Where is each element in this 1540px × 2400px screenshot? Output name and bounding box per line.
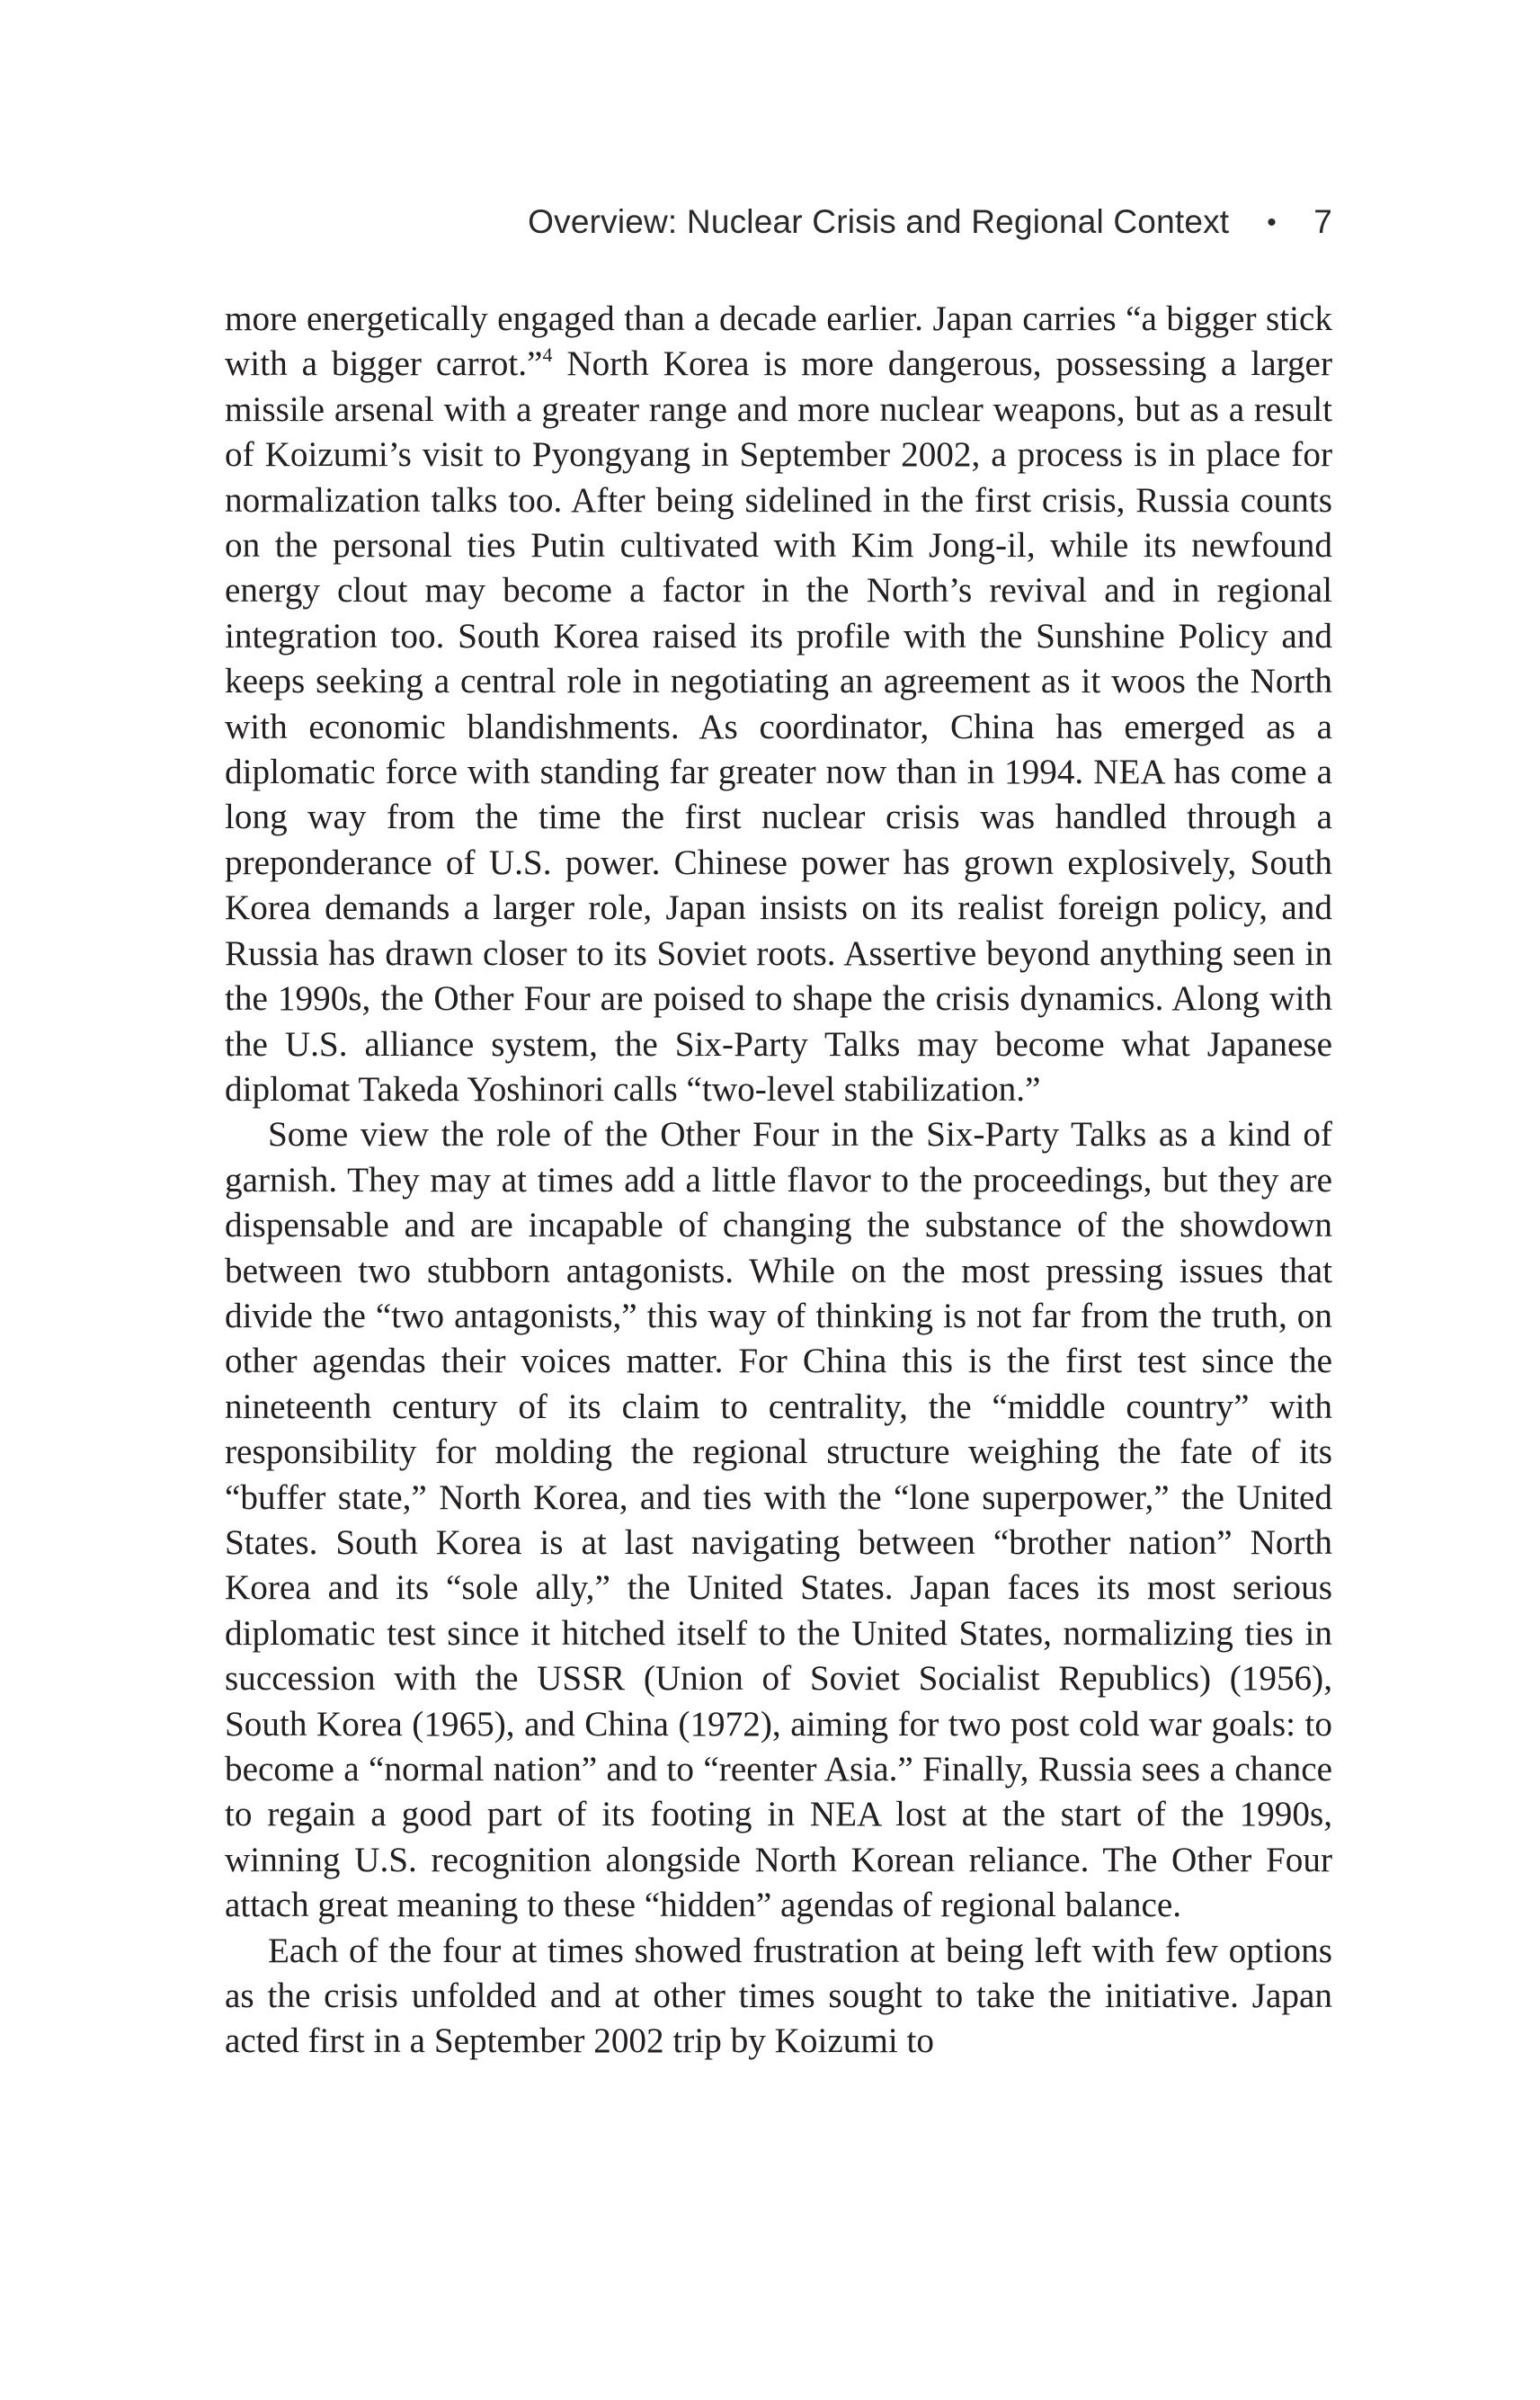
running-head-title: Overview: Nuclear Crisis and Regional Context [528,203,1230,240]
footnote-marker: 4 [542,343,553,367]
paragraph-1-text-end: North Korea is more dangerous, possessing a larger missile arsenal with a greater range and more nuclear weapons, but as a result of Koizumi’s visit to Pyongyang in September 2002, a process is in place for normalization talks too. After being sidelined in the first crisis, Russia counts on the personal ties Putin cultivated with Kim Jong-il, while its newfound energy clout may become a factor in the North’s revival and in regional integration too. South Korea raised its profile with the Sunshine Policy and keeps seeking a central role in negotiating an agreement as it woos the North with economic blandishments. As coordinator, China has emerged as a diplomatic force with standing far greater now than in 1994. NEA has come a long way from the time the first nuclear crisis was handled through a preponderance of U.S. power. Chinese power has grown explosively, South Korea demands a larger role, Japan insists on its realist foreign policy, and Russia has drawn closer to its Soviet roots. Assertive beyond anything seen in the 1990s, the Other Four are poised to shape the crisis dynamics. Along with the U.S. alliance system, the Six-Party Talks may become what Japanese diplomat Takeda Yoshinori calls “two-level stabilization.” [225,344,1333,1109]
body-text [225,297,1332,2065]
paragraph-1-text-start: more energetically engaged than a decade earlier. Japan carries “a bigger stick with a bigger carrot.” [225,299,1332,384]
paragraph-2: Some view the role of the Other Four in the Six-Party Talks as a kind of garnish. They may at times add a little flavor to the proceedings, but they are dispensable and are incapable of changing the substance of the showdown between two stubborn antagonists. While on the most pressing issues that divide the “two antagonists,” this way of thinking is not far from the truth, on other agendas their voices matter. For China this is the first test since the nineteenth century of its claim to centrality, the “middle country” with responsibility for molding the regional structure weighing the fate of its “buffer state,” North Korea, and ties with the “lone superpower,” the United States. South Korea is at last navigating between “brother nation” North Korea and its “sole ally,” the United States. Japan faces its most serious diplomatic test since it hitched itself to the United States, normalizing ties in succession with the USSR (Union of Soviet Socialist Republics) (1956), South Korea (1965), and China (1972), aiming for two post cold war goals: to become a “normal nation” and to “reenter Asia.” Finally, Russia sees a chance to regain a good part of its footing in NEA lost at the start of the 1990s, winning U.S. recognition alongside North Korean reliance. The Other Four attach great meaning to these “hidden” agendas of regional balance. [225,1115,1332,1925]
running-head [225,203,1332,241]
running-head-bullet: • [1267,208,1277,237]
page-number: 7 [1313,203,1332,240]
paragraph-1 [225,297,1332,1112]
paragraph-3: Each of the four at times showed frustration at being left with few options as the crisis unfolded and at other times sought to take the initiative. Japan acted first in a September 2002 trip by Koizumi to [225,1931,1332,2061]
